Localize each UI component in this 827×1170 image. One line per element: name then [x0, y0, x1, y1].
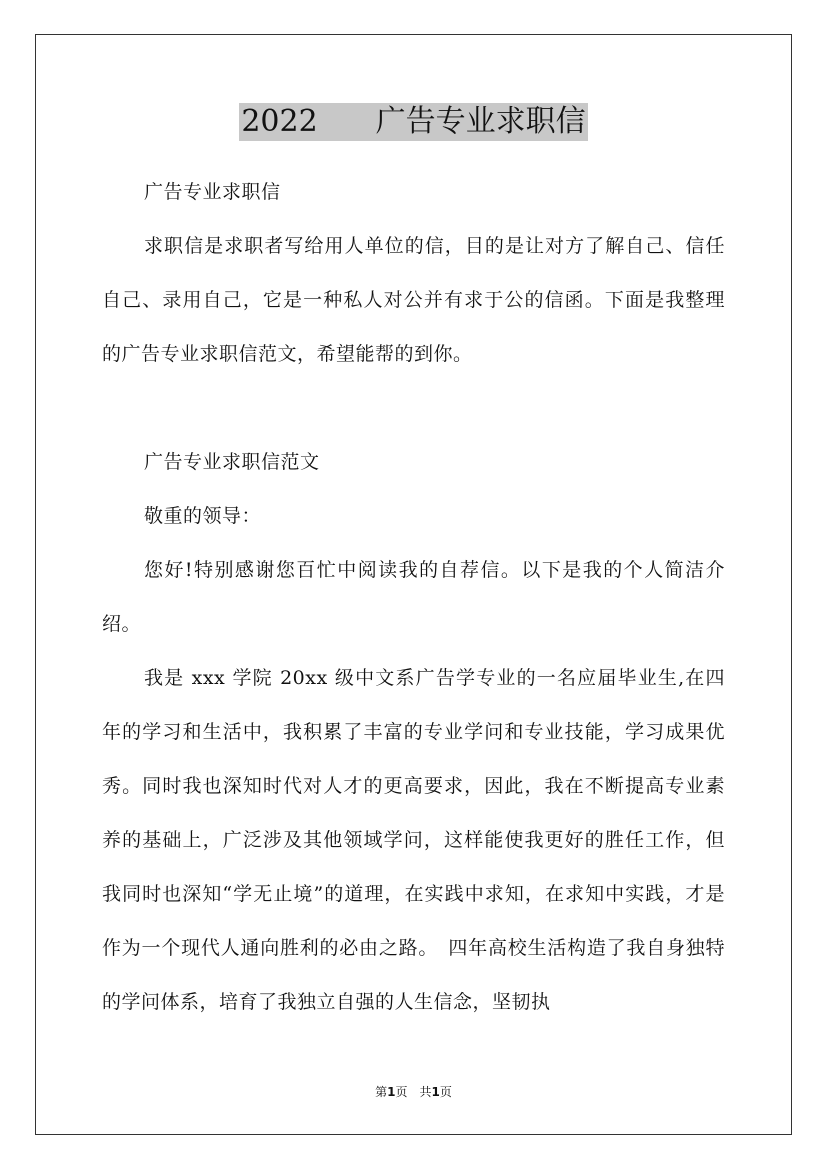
footer-prefix: 第 — [375, 1085, 388, 1099]
footer-current-page: 1 — [387, 1085, 396, 1099]
page-footer — [0, 1083, 827, 1100]
title-text: 广告专业求职信 — [375, 104, 586, 139]
footer-total-pages: 1 — [431, 1085, 440, 1099]
paragraph-subheading: 广告专业求职信范文 — [144, 451, 320, 473]
document-title — [239, 103, 587, 141]
title-year: 2022 — [241, 104, 318, 139]
title-wrap — [0, 103, 827, 141]
document-body — [102, 165, 725, 1029]
paragraph-salutation: 敬重的领导： — [144, 505, 262, 527]
paragraph-intro: 求职信是求职者写给用人单位的信，目的是让对方了解自己、信任自己、录用自己，它是一种私人对公并有求于公的信函。下面是我整理的广告专业求职信范文，希望能帮的到你。 — [102, 235, 725, 365]
paragraph-greeting: 您好!特别感谢您百忙中阅读我的自荐信。以下是我的个人简洁介绍。 — [102, 559, 725, 635]
footer-mid: 页 共 — [395, 1085, 432, 1099]
paragraph-body: 我是 xxx 学院 20xx 级中文系广告学专业的一名应届毕业生,在四年的学习和生活中，我积累了丰富的专业学问和专业技能，学习成果优秀。同时我也深知时代对人才的更高要求，因此，我在不断提高专业素养的基础上，广泛涉及其他领域学问，这样能使我更好的胜任工作，但我同时也深知“学无止境”的道理，在实践中求知，在求知中实践，才是作为一个现代人通向胜利的必由之路。 四年高校生活构造了我自身独特的学问体系，培育了我独立自强的人生信念，坚韧执 — [102, 667, 725, 1013]
footer-suffix: 页 — [439, 1085, 452, 1099]
paragraph-blank — [102, 381, 725, 435]
paragraph-heading: 广告专业求职信 — [144, 181, 281, 203]
